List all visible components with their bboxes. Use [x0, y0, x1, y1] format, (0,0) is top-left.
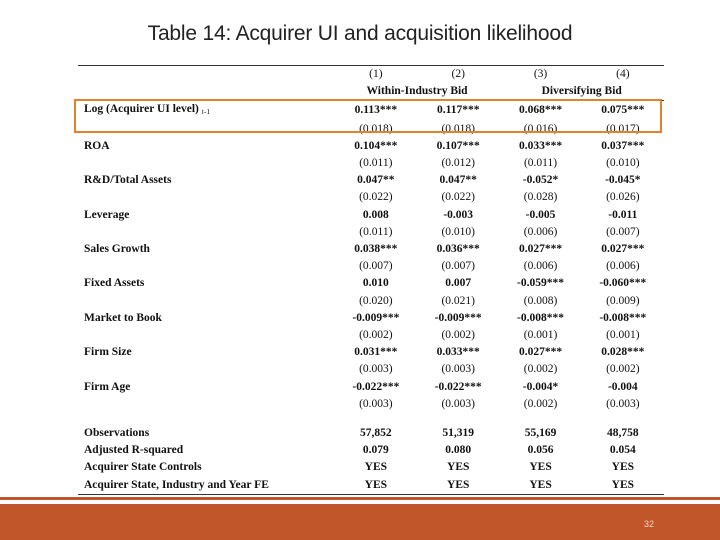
- coef-cell: 0.031***: [354, 346, 398, 359]
- coef-cell: -0.011: [608, 208, 638, 221]
- se-cell: (0.006): [523, 260, 558, 273]
- coef-cell: 0.038***: [354, 243, 398, 256]
- row-label-text: ROA: [84, 139, 110, 152]
- se-cell: (0.003): [359, 397, 393, 410]
- coef-cell: 0.047**: [357, 174, 395, 187]
- se-row: [78, 189, 664, 206]
- se-cell: (0.007): [441, 260, 475, 273]
- page-number: 32: [643, 519, 654, 529]
- coef-row: [78, 241, 664, 258]
- coef-cell: 0.037***: [601, 139, 645, 152]
- row-label-text: Leverage: [84, 208, 130, 221]
- se-cell: (0.016): [523, 122, 558, 135]
- se-cell: (0.018): [441, 122, 475, 135]
- coef-cell: 0.033***: [518, 139, 563, 152]
- coef-cell: -0.059***: [517, 277, 565, 290]
- coef-row: [78, 379, 664, 396]
- group-header-diversifying: Diversifying Bid: [499, 83, 664, 101]
- se-cell: (0.028): [523, 191, 558, 204]
- coef-cell: -0.004: [607, 380, 638, 393]
- stat-cell: YES: [582, 477, 664, 495]
- row-label: [78, 207, 335, 224]
- col-header-3: (3): [533, 68, 548, 80]
- spacer-row: [78, 413, 664, 425]
- row-label: [78, 138, 335, 155]
- row-label: [78, 172, 335, 189]
- col-header-4: (4): [616, 68, 630, 80]
- coef-cell: -0.052*: [522, 174, 559, 187]
- se-cell: (0.008): [523, 294, 558, 307]
- se-row: [78, 155, 664, 172]
- coef-row: [78, 138, 664, 155]
- row-label-subscript: t-1: [201, 107, 211, 117]
- coef-cell: 0.008: [362, 208, 389, 221]
- coef-cell: 0.107***: [436, 139, 480, 152]
- coef-cell: 0.028***: [601, 346, 645, 359]
- row-label-text: Market to Book: [84, 311, 162, 324]
- stat-row: [78, 442, 664, 459]
- coef-cell: -0.022***: [352, 380, 400, 393]
- col-header-1: (1): [369, 68, 383, 80]
- se-cell: (0.010): [606, 157, 640, 170]
- se-cell: (0.011): [523, 157, 558, 170]
- row-label-text: Firm Age: [84, 380, 131, 393]
- se-row: [78, 258, 664, 275]
- coef-cell: 0.010: [362, 277, 389, 290]
- stat-cell: YES: [447, 461, 470, 474]
- se-row: [78, 293, 664, 310]
- se-cell: (0.018): [359, 122, 393, 135]
- se-cell: (0.003): [359, 363, 393, 376]
- coef-cell: -0.060***: [599, 277, 647, 290]
- slide-title: Table 14: Acquirer UI and acquisition likelihood: [147, 22, 573, 45]
- se-cell: (0.002): [606, 363, 640, 376]
- coef-cell: 0.117***: [436, 104, 480, 117]
- se-cell: (0.002): [523, 397, 558, 410]
- se-cell: (0.006): [523, 225, 558, 238]
- se-cell: (0.017): [606, 122, 640, 135]
- stat-cell: 0.054: [609, 444, 636, 457]
- stat-cell: YES: [417, 477, 499, 495]
- coef-row: [78, 207, 664, 224]
- coef-cell: 0.113***: [354, 104, 398, 117]
- coef-cell: -0.003: [443, 208, 474, 221]
- se-row: [78, 361, 664, 378]
- se-cell: (0.020): [359, 294, 393, 307]
- stat-label: Observations: [84, 427, 150, 440]
- row-label: [78, 101, 335, 121]
- coef-cell: -0.022***: [434, 380, 482, 393]
- coef-cell: 0.047**: [439, 174, 477, 187]
- stat-cell: 48,758: [607, 427, 639, 440]
- coef-cell: -0.004*: [522, 380, 559, 393]
- row-label-text: Sales Growth: [84, 243, 150, 256]
- se-row: [78, 224, 664, 241]
- row-label: [78, 241, 335, 258]
- col-header-2: (2): [451, 68, 465, 80]
- coef-row: [78, 344, 664, 361]
- se-cell: (0.021): [441, 294, 475, 307]
- stat-cell: YES: [611, 461, 635, 474]
- coef-cell: 0.027***: [601, 243, 645, 256]
- coef-cell: -0.008***: [599, 311, 647, 324]
- se-cell: (0.006): [606, 260, 640, 273]
- stat-label: Acquirer State, Industry and Year FE: [78, 477, 335, 495]
- coef-cell: -0.005: [525, 208, 556, 221]
- group-header-within-industry: Within-Industry Bid: [335, 83, 500, 101]
- stat-cell: 55,169: [524, 427, 557, 440]
- row-label: [78, 344, 335, 361]
- se-cell: (0.003): [441, 363, 475, 376]
- row-label-text: Log (Acquirer UI level): [84, 103, 199, 116]
- coef-cell: 0.104***: [354, 139, 398, 152]
- column-group-row: [78, 83, 664, 101]
- row-label: [78, 275, 335, 292]
- row-label: [78, 379, 335, 396]
- regression-table: [78, 65, 664, 495]
- coef-row: [78, 310, 664, 327]
- se-cell: (0.001): [523, 329, 558, 342]
- se-cell: (0.009): [606, 294, 640, 307]
- se-cell: (0.011): [359, 157, 393, 170]
- stat-cell: 0.080: [445, 444, 472, 457]
- se-cell: (0.003): [606, 397, 640, 410]
- footer-bar: [0, 504, 720, 540]
- se-cell: (0.007): [606, 225, 640, 238]
- stat-cell: YES: [529, 461, 552, 474]
- coef-cell: 0.027***: [518, 243, 563, 256]
- stat-cell: YES: [499, 477, 581, 495]
- stat-cell: 0.056: [527, 444, 554, 457]
- coef-cell: 0.075***: [601, 104, 645, 117]
- stat-row: [78, 477, 664, 495]
- row-label-text: R&D/Total Assets: [84, 174, 172, 187]
- coef-cell: 0.007: [445, 277, 472, 290]
- coef-cell: -0.009***: [434, 311, 482, 324]
- se-cell: (0.022): [441, 191, 475, 204]
- se-cell: (0.011): [359, 225, 393, 238]
- se-cell: (0.026): [606, 191, 640, 204]
- se-cell: (0.022): [359, 191, 393, 204]
- coef-cell: -0.009***: [352, 311, 400, 324]
- coef-cell: 0.033***: [436, 346, 480, 359]
- stat-cell: 57,852: [360, 427, 392, 440]
- se-row: [78, 121, 664, 138]
- stat-row: [78, 425, 664, 442]
- coef-cell: 0.027***: [518, 346, 563, 359]
- se-row: [78, 396, 664, 413]
- coef-cell: -0.045*: [605, 174, 641, 187]
- footer-accent-line: [0, 497, 720, 500]
- coef-cell: 0.068***: [518, 104, 563, 117]
- coef-cell: -0.008***: [517, 311, 565, 324]
- se-cell: (0.002): [359, 329, 393, 342]
- se-cell: (0.002): [441, 329, 475, 342]
- stat-cell: YES: [364, 461, 388, 474]
- coef-cell: 0.036***: [436, 243, 480, 256]
- se-cell: (0.012): [441, 157, 475, 170]
- se-row: [78, 327, 664, 344]
- row-label-text: Fixed Assets: [84, 277, 145, 290]
- stat-cell: 0.079: [362, 444, 389, 457]
- se-cell: (0.007): [359, 260, 393, 273]
- row-label-text: Firm Size: [84, 346, 132, 359]
- coef-row: [78, 101, 664, 121]
- se-cell: (0.010): [441, 225, 475, 238]
- stat-cell: YES: [335, 477, 417, 495]
- stat-label: Acquirer State Controls: [84, 461, 202, 474]
- coef-row: [78, 172, 664, 189]
- se-cell: (0.001): [606, 329, 640, 342]
- stat-label: Adjusted R-squared: [84, 444, 184, 457]
- stat-cell: 51,319: [442, 427, 475, 440]
- row-label: [78, 310, 335, 327]
- coef-row: [78, 275, 664, 292]
- se-cell: (0.002): [523, 363, 558, 376]
- column-number-row: [78, 66, 664, 83]
- stat-row: [78, 459, 664, 476]
- se-cell: (0.003): [441, 397, 475, 410]
